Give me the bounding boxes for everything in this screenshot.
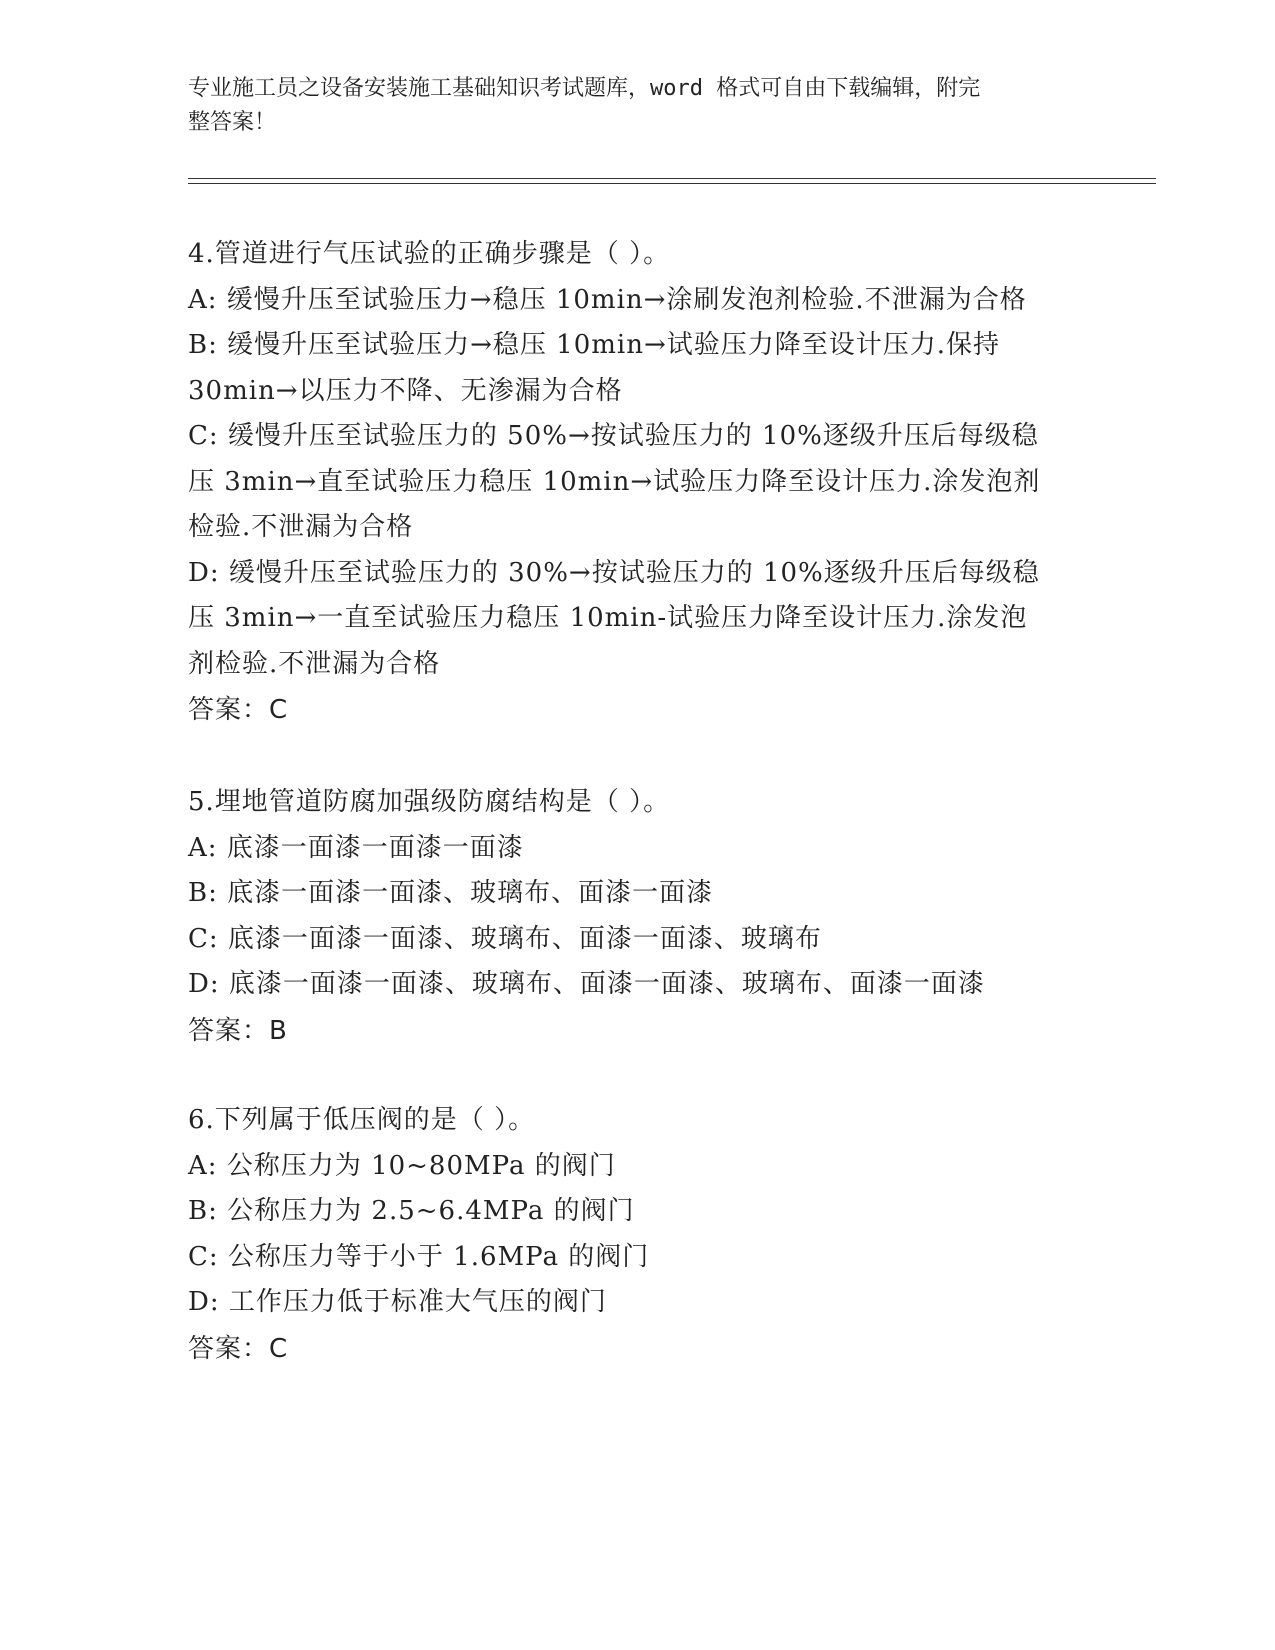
question-4-option-c-cont: 压 3min→直至试验压力稳压 10min→试验压力降至设计压力.涂发泡剂 xyxy=(188,466,1041,497)
question-6-option-a: A: 公称压力为 10~80MPa 的阀门 xyxy=(188,1150,616,1181)
question-5-option-a: A: 底漆一面漆一面漆一面漆 xyxy=(188,832,524,863)
question-6-answer: 答案：C xyxy=(188,1333,289,1364)
question-4-option-d-cont: 压 3min→一直至试验压力稳压 10min-试验压力降至设计压力.涂发泡 xyxy=(188,603,1028,633)
question-4-option-d: D: 缓慢升压至试验压力的 30%→按试验压力的 10%逐级升压后每级稳 xyxy=(188,557,1040,588)
question-5-answer: 答案：B xyxy=(188,1015,288,1046)
header-line-1: 专业施工员之设备安装施工基础知识考试题库，word 格式可自由下载编辑，附完 xyxy=(188,76,981,101)
question-4-option-c-cont-2: 检验.不泄漏为合格 xyxy=(188,512,414,542)
question-4-option-c: C: 缓慢升压至试验压力的 50%→按试验压力的 10%逐级升压后每级稳 xyxy=(188,421,1039,451)
question-6-stem: 6.下列属于低压阀的是（ ）。 xyxy=(188,1105,536,1135)
question-5 xyxy=(188,780,1088,1054)
question-5-option-b: B: 底漆一面漆一面漆、玻璃布、面漆一面漆 xyxy=(188,878,714,908)
question-6-option-d: D: 工作压力低于标准大气压的阀门 xyxy=(188,1287,607,1317)
document-header xyxy=(188,72,1068,140)
question-5-option-c: C: 底漆一面漆一面漆、玻璃布、面漆一面漆、玻璃布 xyxy=(188,923,822,954)
question-4 xyxy=(188,232,1088,734)
header-divider-bottom xyxy=(188,183,1156,184)
question-4-stem: 4.管道进行气压试验的正确步骤是（ ）。 xyxy=(188,239,671,269)
question-6-option-b: B: 公称压力为 2.5~6.4MPa 的阀门 xyxy=(188,1196,635,1226)
question-4-option-b: B: 缓慢升压至试验压力→稳压 10min→试验压力降至设计压力.保持 xyxy=(188,330,1001,360)
question-4-answer: 答案：C xyxy=(188,695,289,725)
question-4-option-d-cont-2: 剂检验.不泄漏为合格 xyxy=(188,648,441,679)
question-6 xyxy=(188,1098,1088,1372)
question-5-stem: 5.埋地管道防腐加强级防腐结构是（ ）。 xyxy=(188,787,671,817)
question-4-option-b-cont: 30min→以压力不降、无渗漏为合格 xyxy=(188,375,623,406)
question-5-option-d: D: 底漆一面漆一面漆、玻璃布、面漆一面漆、玻璃布、面漆一面漆 xyxy=(188,969,985,999)
question-6-option-c: C: 公称压力等于小于 1.6MPa 的阀门 xyxy=(188,1241,650,1272)
header-divider-top xyxy=(188,178,1156,179)
question-4-option-a: A: 缓慢升压至试验压力→稳压 10min→涂刷发泡剂检验.不泄漏为合格 xyxy=(188,284,1027,315)
header-line-2: 整答案！ xyxy=(188,110,277,135)
